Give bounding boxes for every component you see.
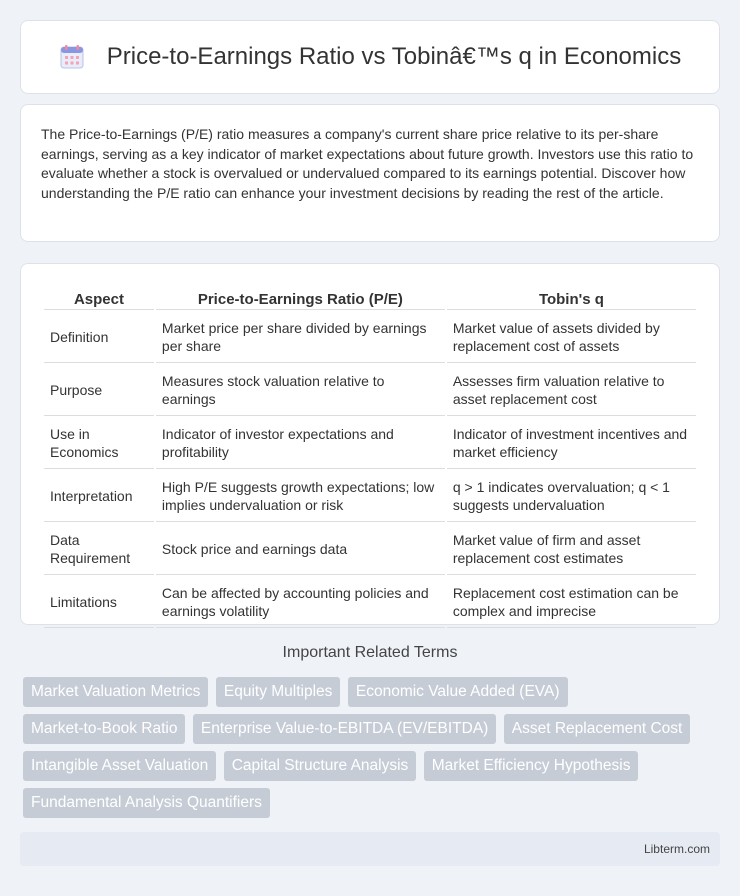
related-terms-list — [23, 677, 723, 825]
footer-site-link[interactable]: Libterm.com — [643, 842, 710, 856]
header-aspect: Aspect — [44, 288, 154, 310]
page-header — [20, 20, 720, 94]
comparison-table — [42, 286, 698, 630]
page-title: Price-to-Earnings Ratio vs Tobinâ€™s q in Economics — [106, 43, 682, 70]
comparison-table-card — [20, 263, 720, 625]
related-term-tag[interactable]: Market Valuation Metrics — [23, 677, 208, 707]
intro-section — [20, 104, 720, 242]
table-row — [44, 577, 696, 628]
aspect-cell: Limitations — [44, 577, 154, 628]
table-row — [44, 418, 696, 469]
calendar-grid-icon — [59, 44, 85, 70]
related-term-tag[interactable]: Enterprise Value-to-EBITDA (EV/EBITDA) — [193, 714, 496, 744]
footer — [20, 832, 720, 866]
table-row — [44, 365, 696, 416]
tobins-q-cell: Replacement cost estimation can be complex and imprecise — [447, 577, 696, 628]
header-pe-ratio: Price-to-Earnings Ratio (P/E) — [156, 288, 445, 310]
pe-cell: High P/E suggests growth expectations; low implies undervaluation or risk — [156, 471, 445, 522]
tobins-q-cell: Indicator of investment incentives and market efficiency — [447, 418, 696, 469]
related-term-tag[interactable]: Fundamental Analysis Quantifiers — [23, 788, 270, 818]
related-term-tag[interactable]: Asset Replacement Cost — [504, 714, 691, 744]
related-term-tag[interactable]: Equity Multiples — [216, 677, 341, 707]
table-row — [44, 312, 696, 363]
aspect-cell: Data Requirement — [44, 524, 154, 575]
tobins-q-cell: Market value of firm and asset replacement cost estimates — [447, 524, 696, 575]
tobins-q-cell: q > 1 indicates overvaluation; q < 1 suggests undervaluation — [447, 471, 696, 522]
related-term-tag[interactable]: Capital Structure Analysis — [224, 751, 417, 781]
pe-cell: Stock price and earnings data — [156, 524, 445, 575]
related-term-tag[interactable]: Market-to-Book Ratio — [23, 714, 185, 744]
table-row — [44, 471, 696, 522]
pe-cell: Market price per share divided by earnings per share — [156, 312, 445, 363]
pe-cell: Can be affected by accounting policies and earnings volatility — [156, 577, 445, 628]
aspect-cell: Purpose — [44, 365, 154, 416]
aspect-cell: Interpretation — [44, 471, 154, 522]
aspect-cell: Use in Economics — [44, 418, 154, 469]
table-header-row — [44, 288, 696, 310]
pe-cell: Indicator of investor expectations and profitability — [156, 418, 445, 469]
related-term-tag[interactable]: Intangible Asset Valuation — [23, 751, 216, 781]
pe-cell: Measures stock valuation relative to earnings — [156, 365, 445, 416]
tobins-q-cell: Market value of assets divided by replacement cost of assets — [447, 312, 696, 363]
related-term-tag[interactable]: Market Efficiency Hypothesis — [424, 751, 639, 781]
intro-paragraph: The Price-to-Earnings (P/E) ratio measures a company's current share price relative to its per-share earnings, serving as a key indicator of market expectations about future growth. Investors use this ratio to evaluate whether a stock is overvalued or undervalued compared to its earnings potential. Discover how understanding the P/E ratio can enhance your investment decisions by reading the rest of the article. — [41, 126, 694, 201]
aspect-cell: Definition — [44, 312, 154, 363]
table-row — [44, 524, 696, 575]
related-terms-title: Important Related Terms — [282, 644, 458, 661]
tobins-q-cell: Assesses firm valuation relative to asset replacement cost — [447, 365, 696, 416]
header-tobins-q: Tobin's q — [447, 288, 696, 310]
related-term-tag[interactable]: Economic Value Added (EVA) — [348, 677, 568, 707]
